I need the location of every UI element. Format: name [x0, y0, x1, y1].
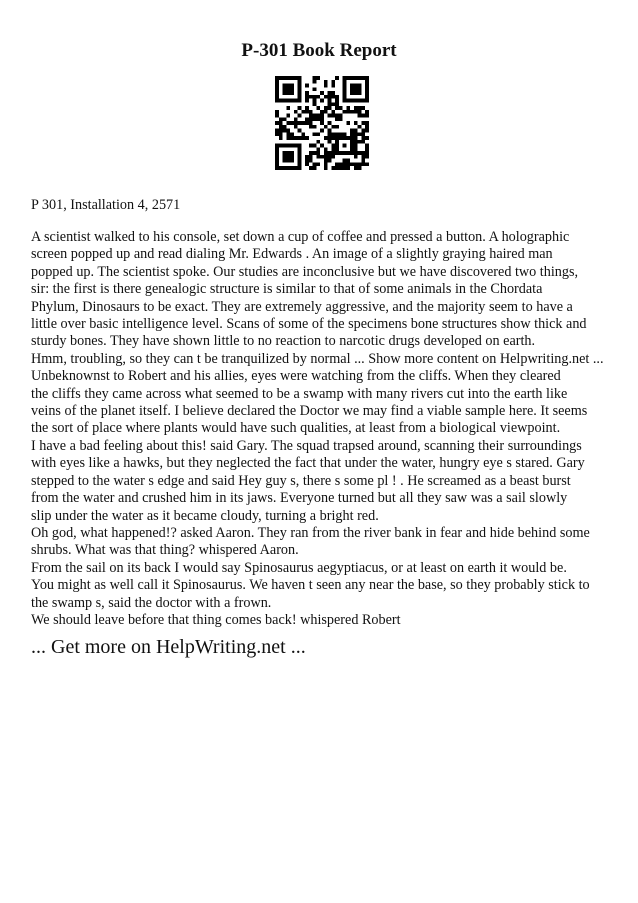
body-line: the sort of place where plants would have such qualities, at least from a biological viewpoint.: [31, 420, 561, 437]
body-line: Oh god, what happened!? asked Aaron. They ran from the river bank in fear and hide behind some: [31, 524, 590, 541]
body-line: popped up. The scientist spoke. Our studies are inconclusive but we have discovered two things,: [31, 263, 579, 280]
body-line: A scientist walked to his console, set down a cup of coffee and pressed a button. A holographic: [31, 229, 570, 245]
body-line: veins of the planet itself. I believe declared the Doctor we may find a viable sample here. It seems: [31, 403, 588, 420]
body-line: You might as well call it Spinosaurus. We haven t seen any near the base, so they probably stick to: [31, 577, 590, 594]
body-line: the cliffs they came across what seemed to be a swamp with many rivers cut into the earth like: [31, 385, 568, 402]
report-body: [31, 229, 621, 629]
body-line: I have a bad feeling about this! said Gary. The squad trapsed around, scanning their surroundings: [31, 437, 582, 454]
qr-code-icon: [275, 76, 369, 170]
body-line: sir: the first is there genealogic structure is similar to that of some animals in the Chordata: [31, 281, 543, 298]
body-line: with eyes like a hawks, but they neglected the fact that under the water, hungry eye s stared. Gary: [31, 455, 585, 472]
page-title: P-301 Book Report: [241, 40, 397, 61]
body-line: sturdy bones. They have shown little to no reaction to narcotic drugs developed on earth.: [31, 333, 536, 350]
body-line: from the water and crushed him in its jaws. Everyone turned but all they saw was a sail slowly: [31, 490, 568, 507]
body-line: We should leave before that thing comes back! whispered Robert: [31, 611, 401, 628]
body-line: From the sail on its back I would say Spinosaurus aegyptiacus, or at least on earth it would be.: [31, 559, 567, 576]
body-line: stepped to the water s edge and said Hey guy s, there s some pl ! . He screamed as a beast burst: [31, 472, 571, 489]
get-more-link[interactable]: ... Get more on HelpWriting.net ...: [31, 636, 306, 658]
installation-line: P 301, Installation 4, 2571: [31, 197, 181, 213]
body-line: shrubs. What was that thing? whispered Aaron.: [31, 542, 299, 559]
body-line: screen popped up and read dialing Mr. Edwards . An image of a slightly graying haired man: [31, 246, 553, 263]
body-line: slip under the water as it became cloudy, turning a bright red.: [31, 507, 379, 524]
body-line: the swamp s, said the doctor with a frown.: [31, 594, 272, 611]
body-line: Phylum, Dinosaurs to be exact. They are extremely aggressive, and the majority seem to have a: [31, 298, 573, 315]
body-line: Unbeknownst to Robert and his allies, eyes were watching from the cliffs. When they cleared: [31, 368, 561, 385]
body-line: little over basic intelligence level. Scans of some of the specimens bone structures show thick and: [31, 316, 587, 333]
show-more-link[interactable]: Hmm, troubling, so they can t be tranquilized by normal ... Show more content on Helpwriting.net ...: [31, 350, 604, 367]
